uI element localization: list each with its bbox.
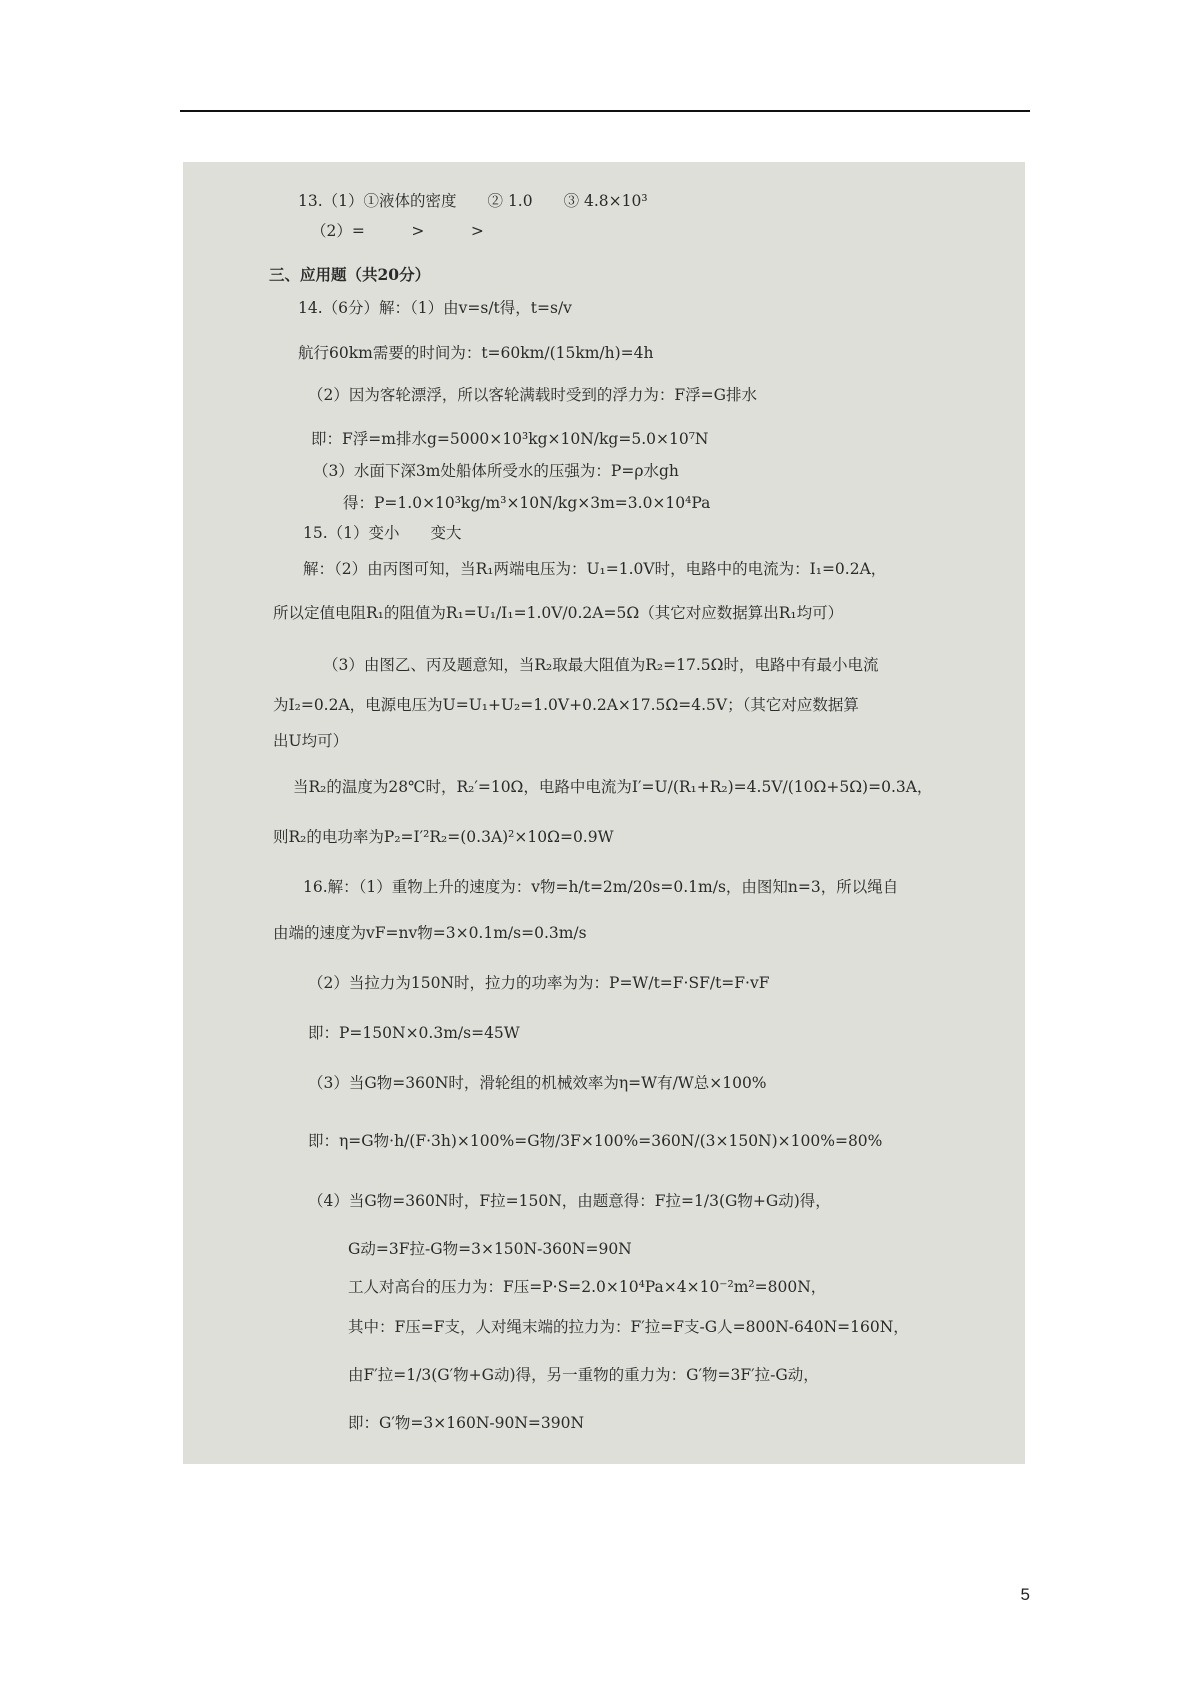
answer-line: 为I₂=0.2A，电源电压为U=U₁+U₂=1.0V+0.2A×17.5Ω=4.5V；（其它对应数据算 (273, 696, 859, 714)
answer-line: （3）水面下深3m处船体所受水的压强为：P=ρ水gh (313, 462, 679, 480)
answer-line: 16.解：（1）重物上升的速度为：v物=h/t=2m/20s=0.1m/s，由图知n=3，所以绳自 (303, 878, 899, 896)
answer-line: 其中：F压=F支，人对绳末端的拉力为：F′拉=F支-G人=800N-640N=160N， (348, 1318, 909, 1336)
answer-line: （3）由图乙、丙及题意知，当R₂取最大阻值为R₂=17.5Ω时，电路中有最小电流 (323, 656, 879, 674)
answer-line: 出U均可） (273, 732, 349, 750)
answer-line: 15.（1）变小 变大 (303, 524, 462, 542)
answer-line: 由端的速度为vF=nv物=3×0.1m/s=0.3m/s (273, 924, 587, 942)
answer-line: 即：G′物=3×160N-90N=390N (348, 1414, 585, 1432)
section-heading: 三、应用题（共20分） (269, 265, 431, 284)
answer-line: （2）因为客轮漂浮，所以客轮满载时受到的浮力为：F浮=G排水 (308, 386, 757, 404)
answer-line: 得：P=1.0×10³kg/m³×10N/kg×3m=3.0×10⁴Pa (343, 494, 711, 512)
header-rule (180, 110, 1030, 112)
answer-line: （3）当G物=360N时，滑轮组的机械效率为η=W有/W总×100% (308, 1074, 767, 1092)
answer-line: 13.（1）①液体的密度 ② 1.0 ③ 4.8×10³ (298, 192, 648, 210)
answer-line: 14.（6分）解：（1）由v=s/t得，t=s/v (298, 299, 572, 317)
answer-line: 所以定值电阻R₁的阻值为R₁=U₁/I₁=1.0V/0.2A=5Ω（其它对应数据算出R₁均可） (273, 604, 844, 622)
answer-line: （2）当拉力为150N时，拉力的功率为为：P=W/t=F·SF/t=F·vF (308, 974, 770, 992)
answer-line: 由F′拉=1/3(G′物+G动)得，另一重物的重力为：G′物=3F′拉-G动， (348, 1366, 819, 1384)
scanned-answer-sheet (183, 162, 1025, 1464)
answer-line: 工人对高台的压力为：F压=P·S=2.0×10⁴Pa×4×10⁻²m²=800N， (348, 1278, 827, 1296)
page-number: 5 (1020, 1585, 1030, 1604)
answer-line: 即：F浮=m排水g=5000×10³kg×10N/kg=5.0×10⁷N (311, 430, 709, 448)
answer-line: （2）= > > (311, 222, 484, 240)
answer-line: 航行60km需要的时间为：t=60km/(15km/h)=4h (298, 344, 654, 362)
answer-line: 当R₂的温度为28℃时，R₂′=10Ω，电路中电流为I′=U/(R₁+R₂)=4.5V/(10Ω+5Ω)=0.3A， (293, 778, 933, 796)
answer-line: （4）当G物=360N时，F拉=150N，由题意得：F拉=1/3(G物+G动)得， (308, 1192, 831, 1210)
answer-line: G动=3F拉-G物=3×150N-360N=90N (348, 1240, 632, 1258)
answer-line: 则R₂的电功率为P₂=I′²R₂=(0.3A)²×10Ω=0.9W (273, 828, 614, 846)
answer-line: 即：η=G物·h/(F·3h)×100%=G物/3F×100%=360N/(3×150N)×100%=80% (308, 1132, 883, 1150)
answer-line: 解：（2）由丙图可知，当R₁两端电压为：U₁=1.0V时，电路中的电流为：I₁=0.2A， (303, 560, 887, 578)
answer-line: 即：P=150N×0.3m/s=45W (308, 1024, 520, 1042)
